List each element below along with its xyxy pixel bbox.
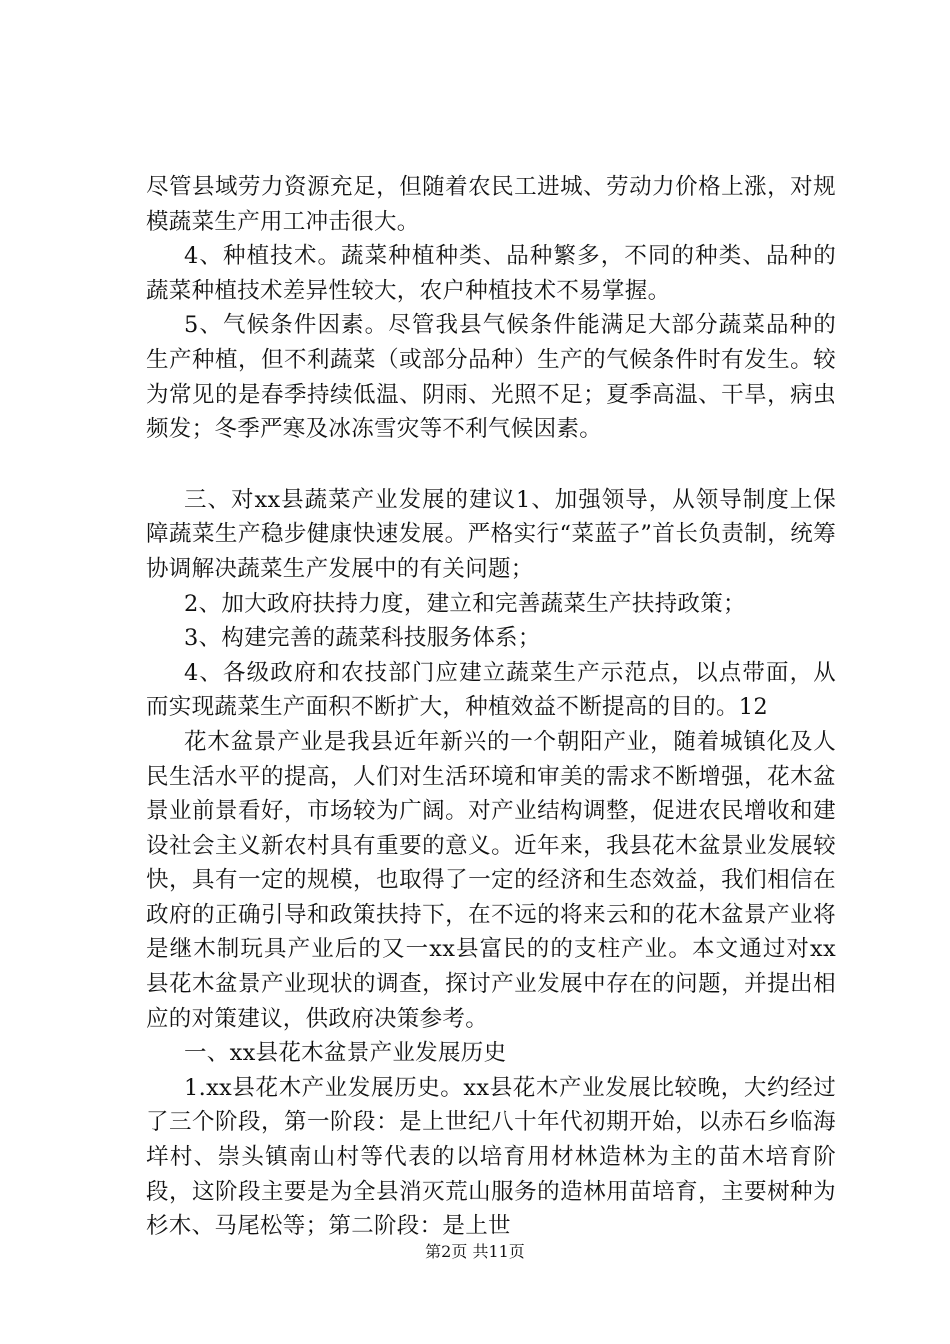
page-number-footer: 第2页 共11页 (425, 1242, 525, 1261)
paragraph-suggestions-heading: 三、对xx县蔬菜产业发展的建议1、加强领导，从领导制度上保障蔬菜生产稳步健康快速发展。严格实行“菜蓝子”首长负责制，统筹协调解决蔬菜生产发展中的有关问题； (146, 486, 836, 582)
paragraph-government-support: 2、加大政府扶持力度，建立和完善蔬菜生产扶持政策； (184, 590, 746, 617)
paragraph-history-detail: 1.xx县花木产业发展历史。xx县花木产业发展比较晚，大约经过了三个阶段，第一阶段：是上世纪八十年代初期开始，以赤石乡临海垟村、崇头镇南山村等代表的以培育用材林造林为主的苗木培育阶段，这阶段主要是为全县消灭荒山服务的造林用苗培育，主要树种为杉木、马尾松等；第二阶段：是上世 (146, 1074, 836, 1240)
paragraph-labor: 尽管县域劳力资源充足，但随着农民工进城、劳动力价格上涨，对规模蔬菜生产用工冲击很大。 (146, 174, 836, 235)
section-heading-history: 一、xx县花木盆景产业发展历史 (184, 1040, 507, 1067)
document-body (146, 170, 836, 1244)
paragraph-planting-technique: 4、种植技术。蔬菜种植种类、品种繁多，不同的种类、品种的蔬菜种植技术差异性较大，农户种植技术不易掌握。 (146, 243, 836, 304)
paragraph-climate: 5、气候条件因素。尽管我县气候条件能满足大部分蔬菜品种的生产种植，但不利蔬菜（或部分品种）生产的气候条件时有发生。较为常见的是春季持续低温、阴雨、光照不足；夏季高温、干旱，病虫频发；冬季严寒及冰冻雪灾等不利气候因素。 (146, 312, 836, 443)
paragraph-flower-intro: 花木盆景产业是我县近年新兴的一个朝阳产业，随着城镇化及人民生活水平的提高，人们对生活环境和审美的需求不断增强，花木盆景业前景看好，市场较为广阔。对产业结构调整，促进农民增收和建设社会主义新农村具有重要的意义。近年来，我县花木盆景业发展较快，具有一定的规模，也取得了一定的经济和生态效益，我们相信在政府的正确引导和政策扶持下，在不远的将来云和的花木盆景产业将是继木制玩具产业后的又一xx县富民的的支柱产业。本文通过对xx县花木盆景产业现状的调查，探讨产业发展中存在的问题，并提出相应的对策建议，供政府决策参考。 (146, 728, 836, 1032)
paragraph-demonstration: 4、各级政府和农技部门应建立蔬菜生产示范点，以点带面，从而实现蔬菜生产面积不断扩大，种植效益不断提高的目的。12 (146, 659, 836, 721)
paragraph-spacer (146, 447, 836, 483)
paragraph-tech-service: 3、构建完善的蔬菜科技服务体系； (184, 625, 541, 652)
